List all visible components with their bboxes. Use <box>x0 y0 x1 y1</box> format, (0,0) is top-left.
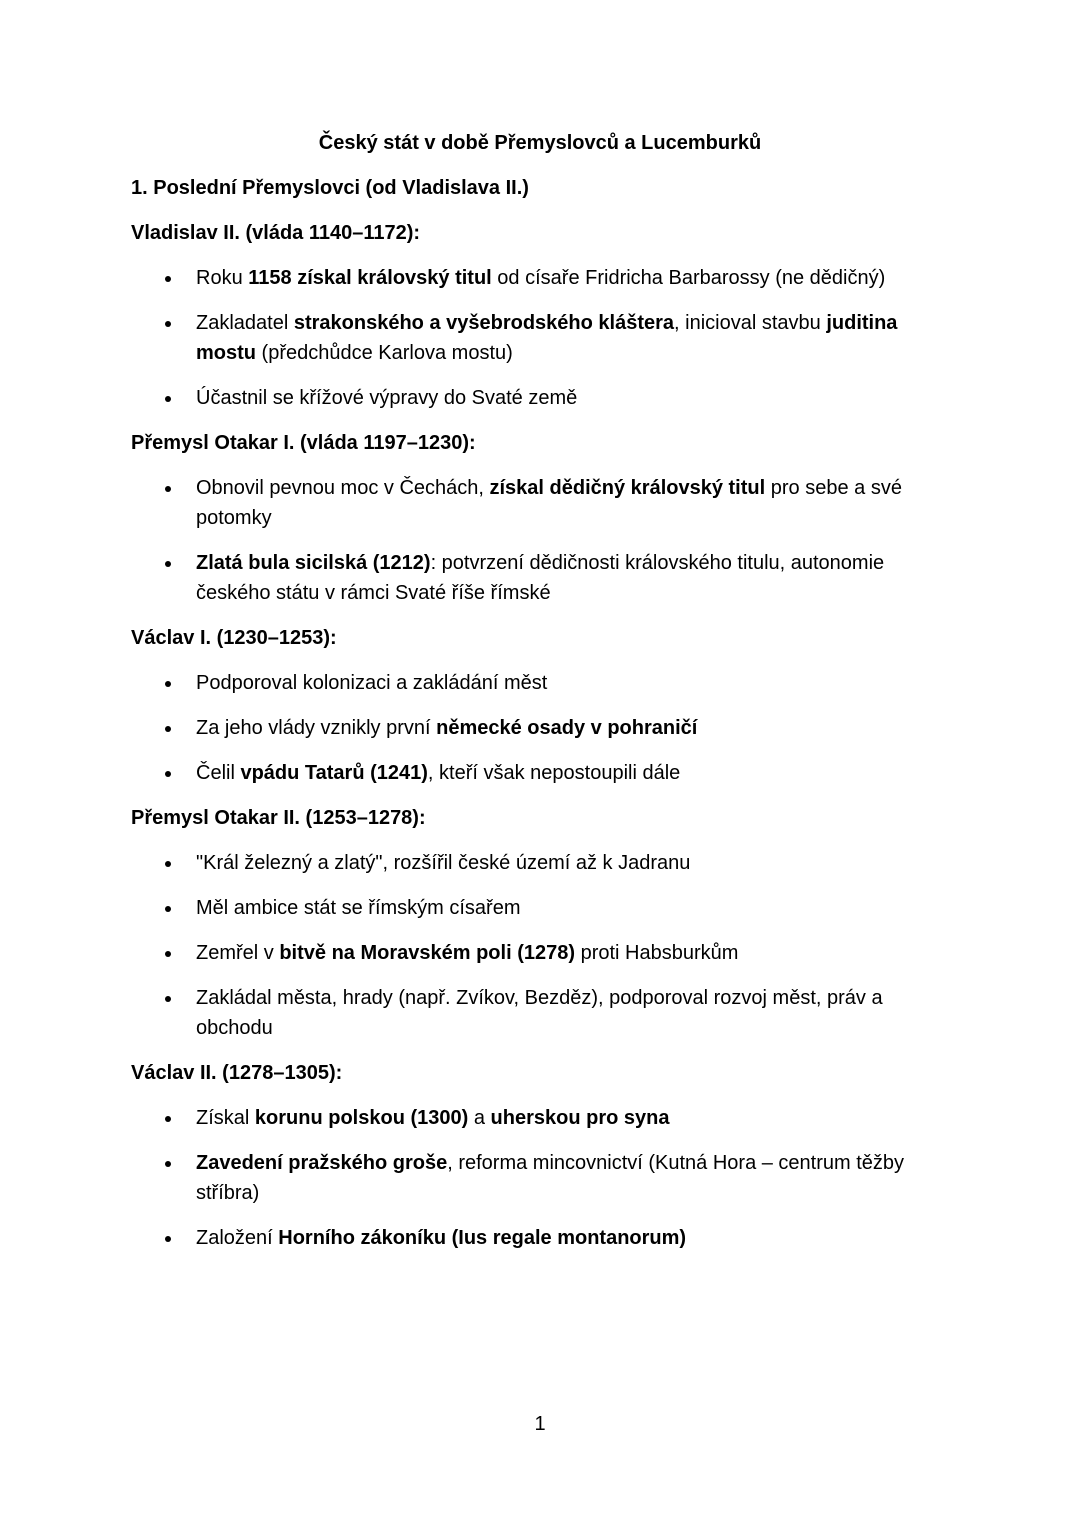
bullet-icon <box>165 1161 171 1167</box>
document-content <box>131 173 931 1268</box>
text-run: Účastnil se křížové výpravy do Svaté země <box>196 387 578 409</box>
bullet-item <box>131 893 931 923</box>
text-run: Podporoval kolonizaci a zakládání měst <box>196 672 548 694</box>
text-run: Čelil <box>196 762 241 784</box>
bullet-item <box>131 938 931 968</box>
text-run: Obnovil pevnou moc v Čechách, <box>196 477 490 499</box>
text-run: , kteří však nepostoupili dále <box>427 762 681 784</box>
bold-text: vpádu Tatarů (1241) <box>240 762 428 784</box>
bullet-item <box>131 263 931 293</box>
bullet-list <box>131 1103 931 1253</box>
text-run: Založení <box>196 1227 279 1249</box>
bold-text: Zlatá bula sicilská (1212) <box>196 552 431 574</box>
bullet-icon <box>165 276 171 282</box>
bold-text: juditina mostu <box>196 312 898 364</box>
ruler-heading: Václav II. (1278–1305): <box>131 1062 343 1084</box>
text-run: , reforma mincovnictví (Kutná Hora – centrum těžby stříbra) <box>196 1152 905 1204</box>
bullet-item <box>131 473 931 533</box>
bold-text: získal dědičný královský titul <box>489 477 766 499</box>
bullet-list <box>131 263 931 413</box>
bullet-item <box>131 668 931 698</box>
text-run: "Král železný a zlatý", rozšířil české území až k Jadranu <box>196 852 691 874</box>
text-run: a <box>468 1107 491 1129</box>
text-run: od císaře Fridricha Barbarossy (ne dědičný) <box>491 267 886 289</box>
text-run: Roku <box>196 267 249 289</box>
bold-text: Zavedení pražského groše <box>196 1152 448 1174</box>
text-run: Měl ambice stát se římským císařem <box>196 897 521 919</box>
text-run: : potvrzení dědičnosti královského titulu, autonomie českého státu v rámci Svaté říše římské <box>196 552 885 604</box>
bullet-icon <box>165 861 171 867</box>
ruler-heading: Václav I. (1230–1253): <box>131 627 337 649</box>
page-number: 1 <box>534 1413 546 1435</box>
document-title: Český stát v době Přemyslovců a Lucemburků <box>318 132 762 154</box>
bullet-icon <box>165 561 171 567</box>
text-run: Zemřel v <box>196 942 280 964</box>
bullet-item <box>131 1223 931 1253</box>
text-run: Zakládal města, hrady (např. Zvíkov, Bezděz), podporoval rozvoj měst, práv a obchodu <box>196 987 883 1039</box>
bullet-icon <box>165 951 171 957</box>
bullet-icon <box>165 1236 171 1242</box>
text-run: pro sebe a své potomky <box>196 477 902 529</box>
text-run: proti Habsburkům <box>575 942 739 964</box>
bullet-item <box>131 848 931 878</box>
bullet-item <box>131 758 931 788</box>
bullet-item <box>131 548 931 608</box>
text-run: , inicioval stavbu <box>674 312 827 334</box>
section-heading: 1. Poslední Přemyslovci (od Vladislava II.) <box>131 177 529 199</box>
bullet-icon <box>165 1116 171 1122</box>
text-run: (předchůdce Karlova mostu) <box>256 342 513 364</box>
ruler-heading: Přemysl Otakar II. (1253–1278): <box>131 807 426 829</box>
bullet-icon <box>165 681 171 687</box>
bullet-item <box>131 308 931 368</box>
bullet-icon <box>165 996 171 1002</box>
bold-text: 1158 získal královský titul <box>248 267 492 289</box>
ruler-heading: Přemysl Otakar I. (vláda 1197–1230): <box>131 432 476 454</box>
bullet-item <box>131 983 931 1043</box>
text-run: Získal <box>196 1107 255 1129</box>
bold-text: Horního zákoníku (Ius regale montanorum) <box>278 1227 687 1249</box>
bullet-item <box>131 383 931 413</box>
bullet-item <box>131 1103 931 1133</box>
bullet-icon <box>165 771 171 777</box>
ruler-sections <box>131 218 931 1253</box>
bullet-item <box>131 1148 931 1208</box>
bullet-item <box>131 713 931 743</box>
bold-text: německé osady v pohraničí <box>436 717 698 739</box>
bold-text: bitvě na Moravském poli (1278) <box>279 942 576 964</box>
bullet-icon <box>165 726 171 732</box>
bold-text: strakonského a vyšebrodského kláštera <box>293 312 675 334</box>
bullet-icon <box>165 321 171 327</box>
bullet-list <box>131 473 931 608</box>
bullet-list <box>131 668 931 788</box>
bullet-icon <box>165 906 171 912</box>
ruler-heading: Vladislav II. (vláda 1140–1172): <box>131 222 421 244</box>
text-run: Zakladatel <box>196 312 294 334</box>
bold-text: uherskou pro syna <box>490 1107 670 1129</box>
bold-text: korunu polskou (1300) <box>254 1107 469 1129</box>
bullet-icon <box>165 486 171 492</box>
bullet-list <box>131 848 931 1043</box>
text-run: Za jeho vlády vznikly první <box>196 717 437 739</box>
bullet-icon <box>165 396 171 402</box>
